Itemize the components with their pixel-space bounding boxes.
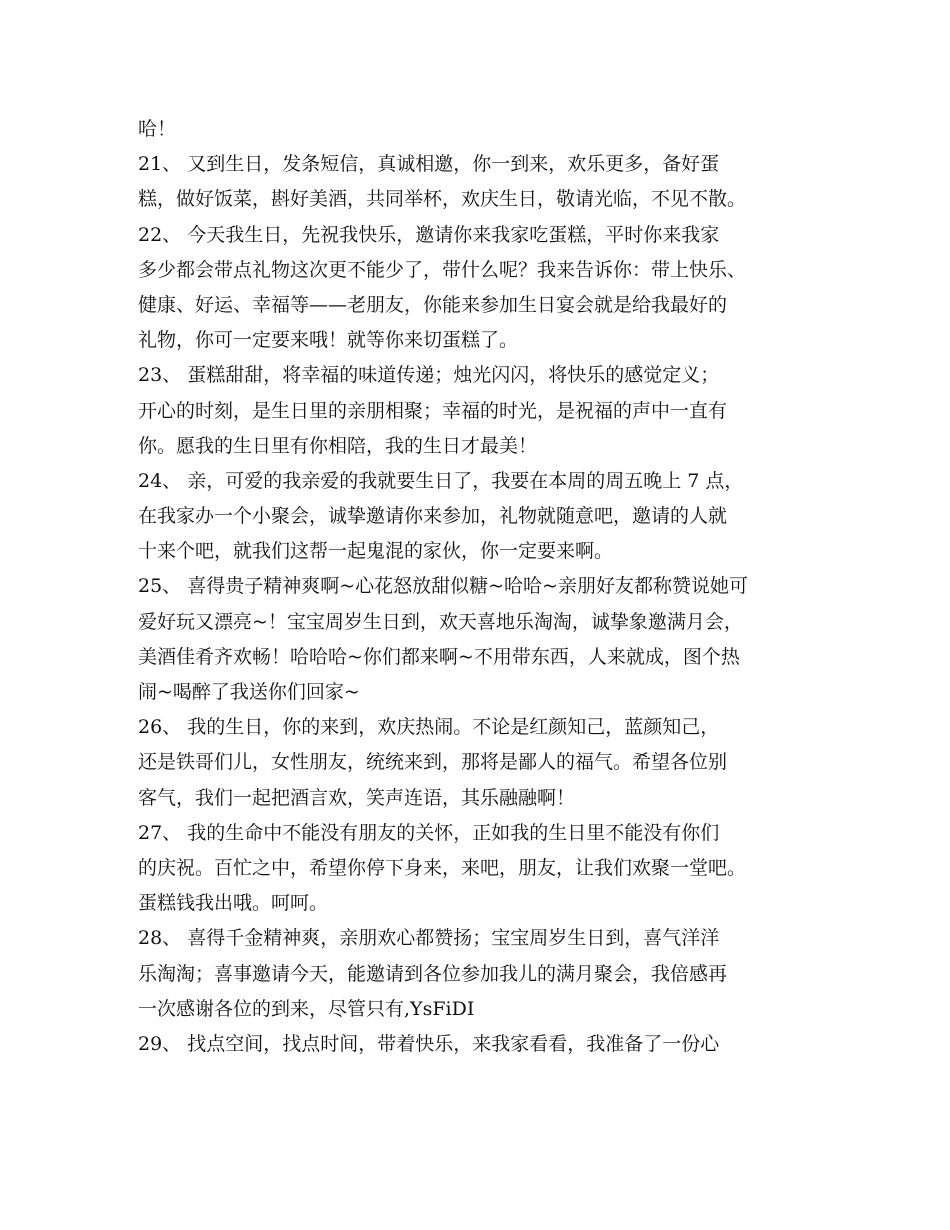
document-body (138, 112, 838, 1062)
text-line: 24、 亲，可爱的我亲爱的我就要生日了，我要在本周的周五晚上 7 点， (138, 469, 744, 492)
text-line: 开心的时刻，是生日里的亲朋相聚；幸福的时光，是祝福的声中一直有 (138, 399, 728, 422)
text-line: 健康、好运、幸福等——老朋友，你能来参加生日宴会就是给我最好的 (138, 293, 728, 316)
text-line: 的庆祝。百忙之中，希望你停下身来，来吧，朋友，让我们欢聚一堂吧。 (138, 856, 747, 879)
text-line: 十来个吧，就我们这帮一起鬼混的家伙，你一定要来啊。 (138, 540, 614, 563)
text-line: 爱好玩又漂亮~！宝宝周岁生日到，欢天喜地乐淘淘，诚挚象邀满月会， (138, 610, 743, 633)
text-line: 23、 蛋糕甜甜，将幸福的味道传递；烛光闪闪，将快乐的感觉定义； (138, 364, 720, 387)
text-line: 22、 今天我生日，先祝我快乐，邀请你来我家吃蛋糕，平时你来我家 (138, 223, 720, 246)
text-line: 21、 又到生日，发条短信，真诚相邀，你一到来，欢乐更多，备好蛋 (138, 153, 720, 176)
text-line: 26、 我的生日，你的来到，欢庆热闹。不论是红颜知己，蓝颜知己， (138, 716, 720, 739)
text-line: 28、 喜得千金精神爽，亲朋欢心都赞扬；宝宝周岁生日到，喜气洋洋 (138, 927, 720, 950)
text-line: 哈！ (138, 118, 177, 140)
text-line: 礼物，你可一定要来哦！就等你来切蛋糕了。 (138, 329, 519, 352)
text-line: 25、 喜得贵子精神爽啊~心花怒放甜似糖~哈哈~亲朋好友都称赞说她可 (138, 575, 748, 598)
text-line: 闹~喝醉了我送你们回家~ (138, 681, 360, 703)
text-line: 你。愿我的生日里有你相陪，我的生日才最美！ (138, 434, 538, 457)
text-line: 27、 我的生命中不能没有朋友的关怀，正如我的生日里不能没有你们 (138, 821, 720, 844)
text-line: 在我家办一个小聚会，诚挚邀请你来参加，礼物就随意吧，邀请的人就 (138, 505, 728, 528)
text-line: 糕，做好饭菜，斟好美酒，共同举杯，欢庆生日，敬请光临，不见不散。 (138, 188, 747, 211)
text-line: 乐淘淘；喜事邀请今天，能邀请到各位参加我儿的满月聚会，我倍感再 (138, 962, 728, 985)
text-line: 多少都会带点礼物这次更不能少了，带什么呢？我来告诉你：带上快乐、 (138, 258, 747, 281)
text-line: 美酒佳肴齐欢畅！哈哈哈~你们都来啊~不用带东西，人来就成，图个热 (138, 645, 740, 668)
text-line: 蛋糕钱我出哦。呵呵。 (138, 892, 329, 915)
text-line: 客气，我们一起把酒言欢，笑声连语，其乐融融啊！ (138, 786, 576, 809)
text-line: 一次感谢各位的到来，尽管只有,YsFiDI (138, 997, 475, 1020)
text-line: 还是铁哥们儿，女性朋友，统统来到，那将是鄙人的福气。希望各位别 (138, 751, 728, 774)
text-line: 29、 找点空间，找点时间，带着快乐，来我家看看，我准备了一份心 (138, 1032, 720, 1055)
